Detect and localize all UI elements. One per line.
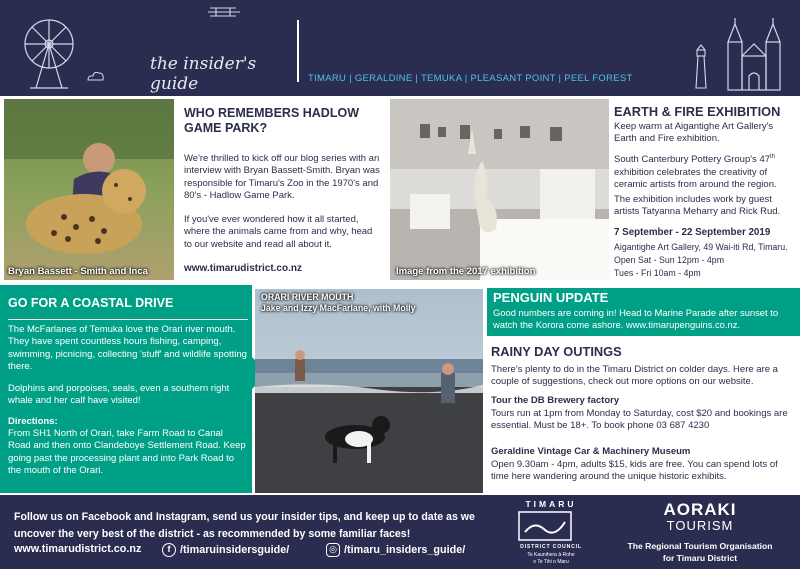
instagram-icon: ◎ [326,543,340,557]
council-maori-line1: Te Kaunihera ā-Rohe [527,552,575,558]
mission-statement: WE'RE ON A MISSION TO UNCOVER EVERYTHING THAT'S EPIC ABOUT THE TIMARU DISTRICT. The best places to shop, eat, play, stay, and visit, as recommended by the good people who live here. [308,14,694,59]
council-logo-icon [517,510,573,542]
hadlow-photo-caption: Bryan Bassett - Smith and Inca [8,266,148,277]
council-maori-line2: o Te Tihi o Maru [533,559,569,565]
brand-subtitle: the insider's guide [150,54,257,94]
hadlow-paragraph-2: If you've ever wondered how it all started, where the animals came from and why, head to our website and read all about it. [184,214,373,250]
museum-text: Open 9.30am - 4pm, adults $15, kids are free. You can spend lots of time here wandering around the unique historic exhibits. [491,459,778,483]
orari-photo [255,289,483,493]
exhibition-hours-weekday: Tues - Fri 10am - 4pm [614,268,701,278]
town-list: TIMARU | GERALDINE | TEMUKA | PLEASANT POINT | PEEL FOREST [308,73,633,84]
exhibition-paragraph-1: Keep warm at Aigantighe Art Gallery's Earth and Fire exhibition. [614,121,774,145]
brewery-text: Tours run at 1pm from Monday to Saturday, cost $20 and bookings are essential. Must be 18+. To book phone 03 687 4230 [491,408,788,432]
man-with-jaguar-image [4,99,174,280]
coastal-paragraph-1: The McFarlanes of Temuka love the Orari river mouth. They have spent countless hours fishing, camping, swimming, picnicing, collecting 'stuff' and wildlife spotting there. [8,324,247,373]
exhibition-photo-caption: Image from the 2017 exhibition [396,266,536,277]
ferris-wheel-icon [14,10,84,92]
hadlow-paragraph-1: We're thrilled to kick off our blog series with an interview with Bryan Bassett-Smith. Bryan was responsible for Timaru's Zoo in the 1970's and 80's - Hadlow Game Park. [184,153,380,202]
hadlow-photo [4,99,174,280]
museum-title: Geraldine Vintage Car & Machinery Museum [491,446,691,457]
hadlow-website-link[interactable]: www.timarudistrict.co.nz [184,263,302,274]
hadlow-title: WHO REMEMBERS HADLOW GAME PARK? [184,106,359,135]
aoraki-description-1: The Regional Tourism Organisation [627,541,773,551]
exhibition-dates: 7 September - 22 September 2019 [614,227,771,238]
penguin-title: PENGUIN UPDATE [493,290,609,305]
exhibition-hours-weekend: Open Sat - Sun 12pm - 4pm [614,255,725,265]
brand-title: TIMARU DISTRICT [106,34,281,55]
rainy-title: RAINY DAY OUTINGS [491,344,622,359]
coastal-paragraph-2: Dolphins and porpoises, seals, even a southern right whale and her calf have visited! [8,383,230,407]
coastal-title-rule [8,319,248,320]
exhibition-paragraph-3: The exhibition includes work by guest artists Tatyanna Meharry and Rick Rud. [614,194,781,218]
exhibition-p2-sup: th [770,154,776,160]
gallery-sculptures-image [390,99,609,280]
aoraki-logo-top: AORAKI [663,500,737,519]
beach-with-children-and-dog-image [255,289,483,493]
rainy-intro: There's plenty to do in the Timaru District on colder days. Here are a couple of suggestions, check out more options on our website. [491,364,778,388]
biplane-icon [206,4,242,22]
instagram-handle: /timaru_insiders_guide/ [344,543,466,556]
church-icon [722,16,790,92]
footer-instagram-link[interactable] [326,543,465,557]
penguin-text: Good numbers are coming in! Head to Marine Parade after sunset to watch the Korora come ashore. www.timarupenguins.co.nz. [493,307,779,331]
footer-message: Follow us on Facebook and Instagram, send us your insider tips, and keep up to date as we uncover the very best of the district - as recommended by some familiar faces! [14,511,475,540]
orari-caption-people: Jake and Izzy MacFarlane, with Molly [261,303,416,313]
aoraki-description-2: for Timaru District [662,553,738,563]
header-divider [297,20,299,82]
coastal-title: GO FOR A COASTAL DRIVE [8,296,174,310]
footer-website-link[interactable]: www.timarudistrict.co.nz [14,543,142,555]
aoraki-logo-bottom: TOURISM [666,518,734,533]
exhibition-paragraph-2 [614,151,794,191]
exhibition-title: EARTH & FIRE EXHIBITION [614,104,781,119]
orari-caption-title: ORARI RIVER MOUTH [261,292,354,302]
facebook-icon: f [162,543,176,557]
facebook-handle: /timaruinsidersguide/ [180,543,290,556]
exhibition-venue: Aigantighe Art Gallery, 49 Wai-iti Rd, Timaru. [614,242,788,252]
council-name-top: TIMARU [525,499,577,509]
brewery-title: Tour the DB Brewery factory [491,395,620,406]
directions-text: From SH1 North of Orari, take Farm Road to Canal Road and then onto Clandeboye Settlement Road. Keep going past the processing plant and into Park Road to the mouth of the Orari. [8,428,246,477]
council-label: DISTRICT COUNCIL [520,544,582,550]
exhibition-photo [390,99,609,280]
exhibition-p2-start: South Canterbury Pottery Group's 47 [614,154,771,166]
directions-title: Directions: [8,416,58,427]
footer-facebook-link[interactable] [162,543,289,557]
cloud-icon [86,70,106,82]
exhibition-p2-end: exhibition celebrates the creativity of ceramic artists from around the region. [614,166,777,190]
